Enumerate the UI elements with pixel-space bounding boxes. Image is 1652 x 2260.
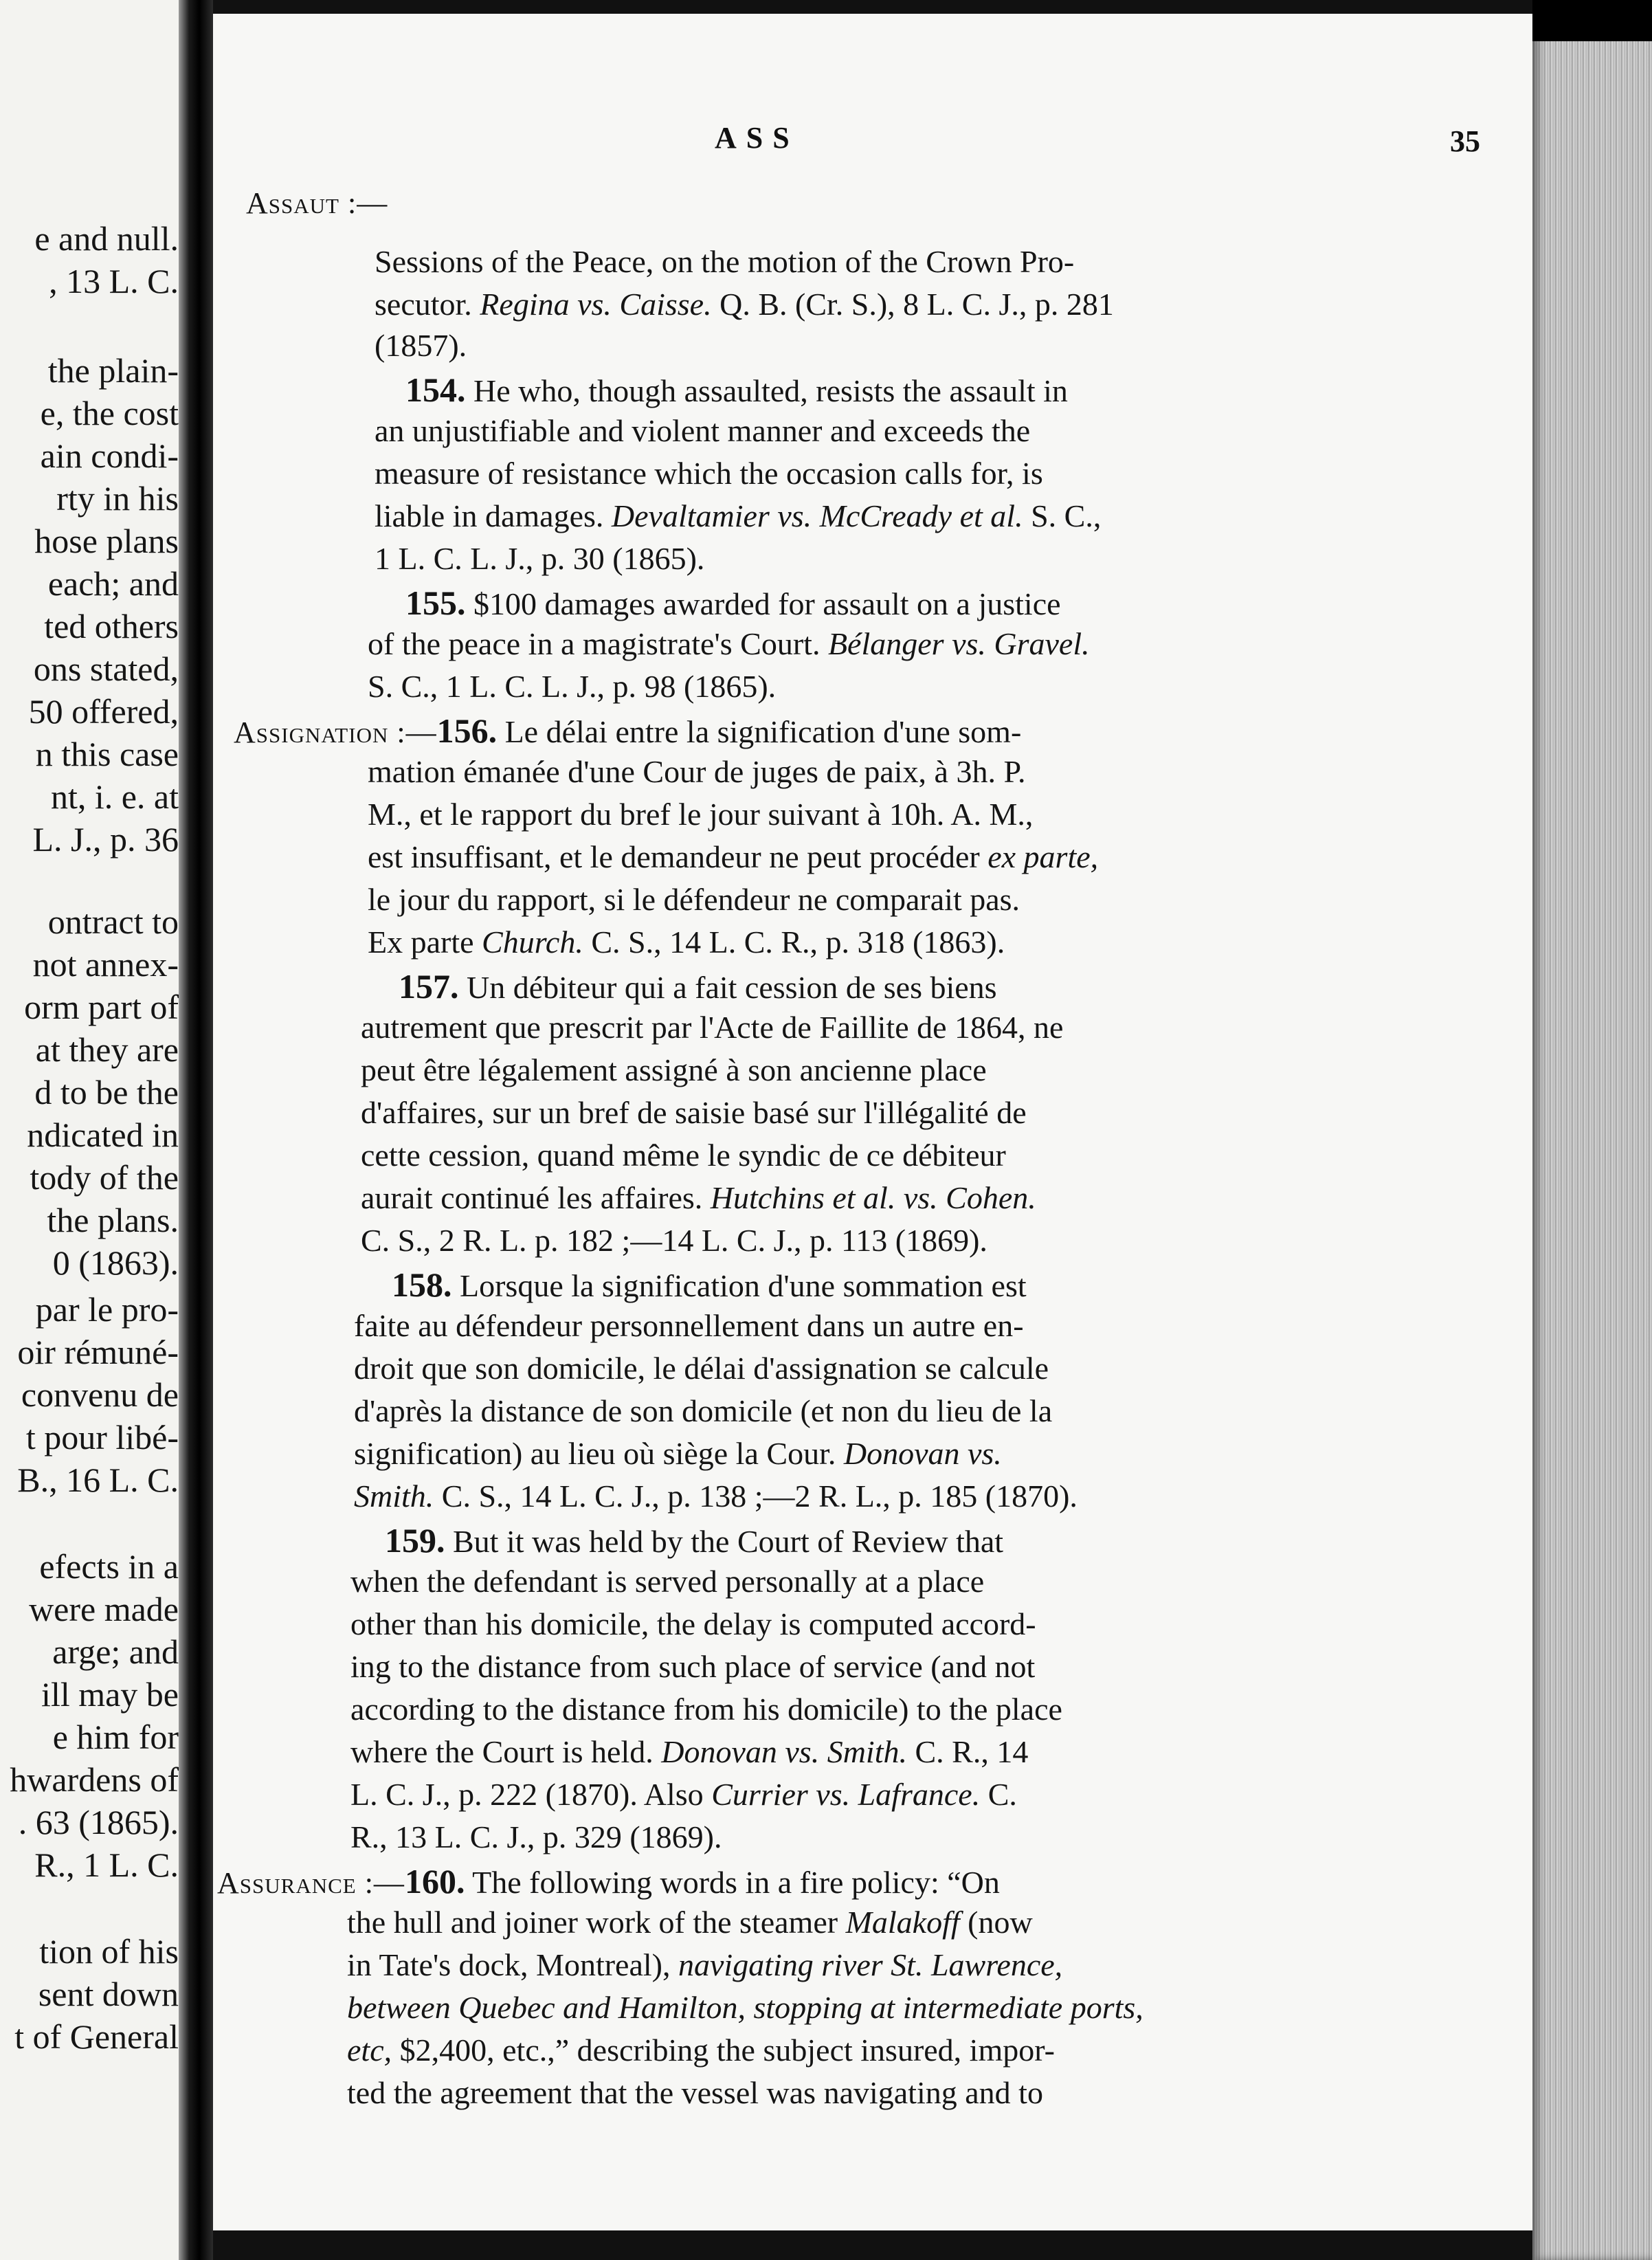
- entry-line: etc, $2,400, etc.,” describing the subject insured, impor-: [347, 2032, 1055, 2068]
- heading-assignation: Assignation :—: [234, 716, 437, 749]
- entry-line: where the Court is held. Donovan vs. Smith. C. R., 14: [350, 1734, 1029, 1769]
- page-edges: [1532, 0, 1652, 2260]
- entry-line: mation émanée d'une Cour de juges de paix, à 3h. P.: [368, 754, 1026, 789]
- left-page-fragment: [0, 0, 179, 2260]
- page-35: [213, 14, 1532, 2230]
- entry-line: L. C. J., p. 222 (1870). Also Currier vs. Lafrance. C.: [350, 1777, 1017, 1812]
- left-line: d to be the: [34, 1073, 179, 1111]
- left-line: oir rémuné-: [17, 1333, 179, 1371]
- entry-line: ing to the distance from such place of service (and not: [350, 1649, 1036, 1684]
- entry-line: (1857).: [375, 328, 467, 363]
- entry-155: 155. $100 damages awarded for assault on a justice: [405, 584, 1061, 622]
- left-line: B., 16 L. C.: [17, 1461, 179, 1499]
- entry-line: R., 13 L. C. J., p. 329 (1869).: [350, 1819, 722, 1854]
- entry-line: an unjustifiable and violent manner and exceeds the: [375, 413, 1031, 448]
- left-line: arge; and: [52, 1632, 179, 1671]
- left-line: par le pro-: [35, 1290, 179, 1329]
- entry-line: le jour du rapport, si le défendeur ne comparait pas.: [368, 882, 1020, 917]
- left-line: e and null.: [34, 219, 179, 258]
- entry-line: signification) au lieu où siège la Cour. Donovan vs.: [354, 1436, 1002, 1471]
- left-line: sent down: [38, 1975, 179, 2013]
- entry-line: ted the agreement that the vessel was navigating and to: [347, 2075, 1043, 2110]
- entry-line: the hull and joiner work of the steamer Malakoff (now: [347, 1905, 1033, 1940]
- entry-line: Ex parte Church. C. S., 14 L. C. R., p. 318 (1863).: [368, 924, 1005, 960]
- entry-line: droit que son domicile, le délai d'assignation se calcule: [354, 1351, 1049, 1386]
- entry-line: when the defendant is served personally at a place: [350, 1564, 985, 1599]
- entry-line: 1 L. C. L. J., p. 30 (1865).: [375, 541, 705, 576]
- entry-line: between Quebec and Hamilton, stopping at intermediate ports,: [347, 1990, 1143, 2025]
- left-line: . 63 (1865).: [18, 1803, 179, 1841]
- left-line: hose plans: [34, 522, 179, 560]
- entry-line: peut être légalement assigné à son ancienne place: [361, 1052, 987, 1087]
- left-line: ndicated in: [27, 1116, 179, 1154]
- left-line: tion of his: [39, 1932, 179, 1971]
- left-line: R., 1 L. C.: [34, 1846, 179, 1884]
- left-line: , 13 L. C.: [49, 262, 179, 300]
- left-line: L. J., p. 36: [32, 820, 179, 858]
- left-line: ons stated,: [33, 650, 179, 688]
- entry-157: 157. Un débiteur qui a fait cession de ses biens: [399, 967, 997, 1006]
- entry-line: d'après la distance de son domicile (et non du lieu de la: [354, 1393, 1053, 1428]
- entry-line: measure of resistance which the occasion calls for, is: [375, 456, 1043, 491]
- heading-assaut: Assaut :—: [246, 186, 388, 220]
- entry-line: S. C., 1 L. C. L. J., p. 98 (1865).: [368, 669, 777, 704]
- left-line: not annex-: [32, 945, 179, 984]
- left-line: efects in a: [39, 1547, 179, 1586]
- heading-assurance: Assurance :—: [217, 1866, 405, 1900]
- left-line: each; and: [47, 564, 179, 603]
- left-line: orm part of: [24, 988, 179, 1026]
- entry-line: other than his domicile, the delay is computed accord-: [350, 1606, 1036, 1641]
- left-line: the plain-: [47, 351, 179, 390]
- entry-line: est insuffisant, et le demandeur ne peut procéder ex parte,: [368, 839, 1099, 874]
- left-line: tody of the: [30, 1158, 179, 1197]
- entry-line: in Tate's dock, Montreal), navigating river St. Lawrence,: [347, 1947, 1063, 1982]
- left-line: ontract to: [47, 902, 179, 941]
- left-line: 0 (1863).: [52, 1243, 179, 1282]
- left-line: hwardens of: [10, 1760, 179, 1799]
- page-number: 35: [1450, 124, 1480, 158]
- entry-line: liable in damages. Devaltamier vs. McCready et al. S. C.,: [375, 498, 1102, 533]
- entry-line: secutor. Regina vs. Caisse. Q. B. (Cr. S.), 8 L. C. J., p. 281: [375, 287, 1114, 322]
- entry-158: 158. Lorsque la signification d'une sommation est: [392, 1265, 1027, 1304]
- left-line: at they are: [35, 1030, 179, 1069]
- left-line: ted others: [44, 607, 179, 645]
- entry-line: d'affaires, sur un bref de saisie basé sur l'illégalité de: [361, 1095, 1027, 1130]
- entry-154: 154. He who, though assaulted, resists the assault in: [405, 370, 1068, 409]
- entry-160: Assurance :—160. The following words in a fire policy: “On: [217, 1862, 1000, 1901]
- entry-line: of the peace in a magistrate's Court. Bélanger vs. Gravel.: [368, 626, 1090, 661]
- entry-line: cette cession, quand même le syndic de ce débiteur: [361, 1138, 1006, 1173]
- entry-line: faite au défendeur personnellement dans un autre en-: [354, 1308, 1024, 1343]
- left-line: nt, i. e. at: [50, 777, 179, 816]
- entry-159: 159. But it was held by the Court of Review that: [385, 1521, 1004, 1560]
- entry-line: autrement que prescrit par l'Acte de Faillite de 1864, ne: [361, 1010, 1064, 1045]
- left-line: e him for: [52, 1718, 179, 1756]
- left-line: convenu de: [21, 1375, 179, 1414]
- left-line: were made: [29, 1590, 179, 1628]
- left-line: n this case: [35, 735, 179, 773]
- left-line: ain condi-: [40, 436, 179, 475]
- scan-background: [1532, 0, 1652, 41]
- left-line: 50 offered,: [28, 692, 179, 731]
- entry-line: according to the distance from his domicile) to the place: [350, 1692, 1062, 1727]
- left-line: t pour libé-: [25, 1418, 179, 1456]
- left-line: t of General: [14, 2017, 179, 2056]
- entry-line: C. S., 2 R. L. p. 182 ;—14 L. C. J., p. 113 (1869).: [361, 1223, 987, 1258]
- running-head: ASS: [715, 121, 799, 155]
- left-line: ill may be: [41, 1675, 179, 1714]
- entry-line: aurait continué les affaires. Hutchins et al. vs. Cohen.: [361, 1180, 1036, 1215]
- book-gutter: [179, 0, 213, 2260]
- entry-line: M., et le rapport du bref le jour suivant à 10h. A. M.,: [368, 797, 1034, 832]
- left-line: the plans.: [47, 1201, 179, 1239]
- left-line: rty in his: [56, 479, 179, 518]
- entry-156: Assignation :—156. Le délai entre la signification d'une som-: [234, 711, 1022, 750]
- left-line: e, the cost: [40, 394, 179, 432]
- entry-line: Smith. C. S., 14 L. C. J., p. 138 ;—2 R. L., p. 185 (1870).: [354, 1478, 1078, 1514]
- entry-line: Sessions of the Peace, on the motion of the Crown Pro-: [375, 244, 1075, 279]
